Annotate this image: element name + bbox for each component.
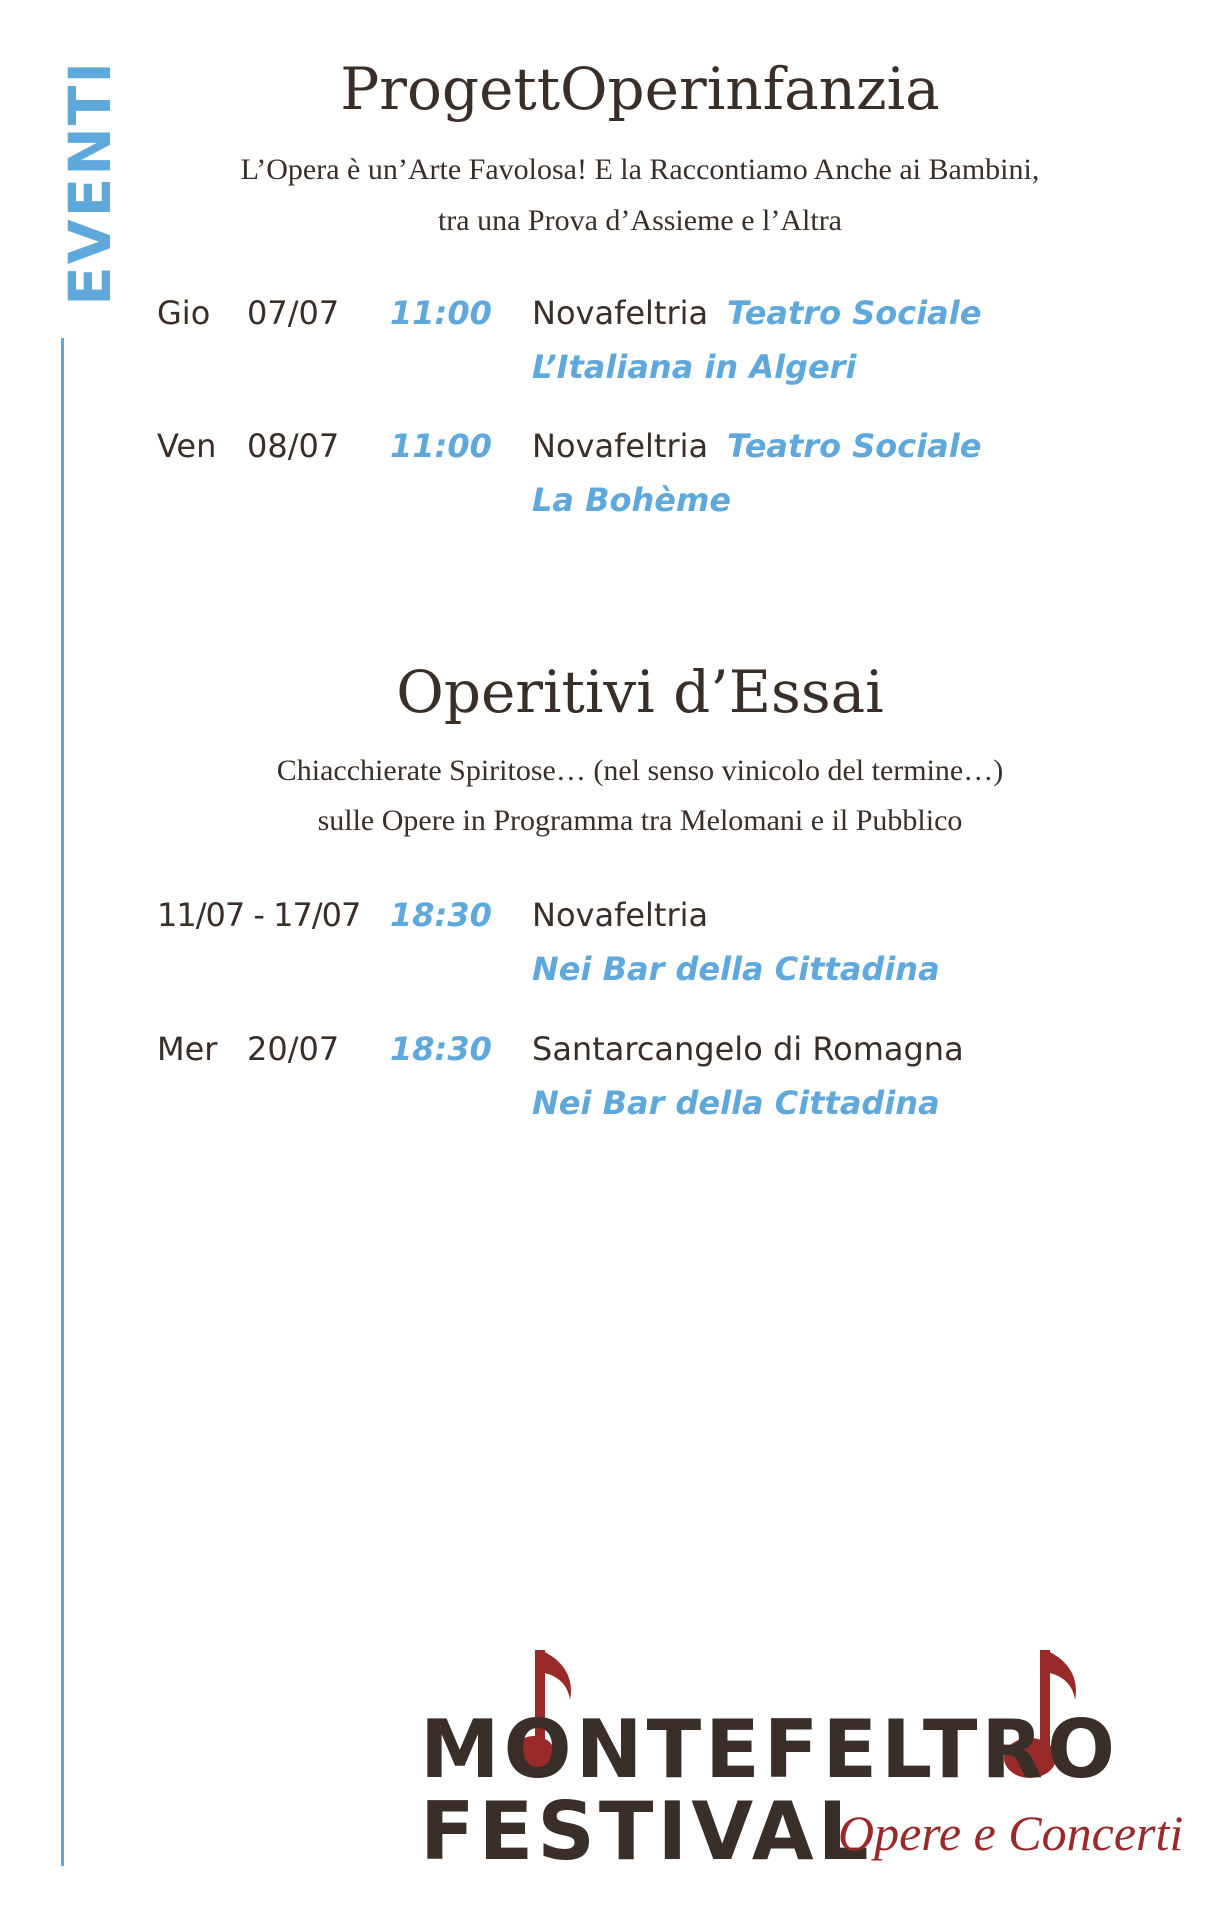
event-row (157, 1029, 1157, 1149)
event-day: Ven (157, 427, 217, 465)
event-location: Novafeltria (532, 294, 709, 332)
logo-tagline: Opere e Concerti (838, 1805, 1184, 1861)
event-time: 11:00 (390, 294, 492, 332)
event-show: Nei Bar della Cittadina (532, 950, 940, 988)
event-time: 18:30 (390, 1030, 492, 1068)
event-venue: Teatro Sociale (727, 294, 982, 332)
section-subtitle-line: tra una Prova d’Assieme e l’Altra (437, 204, 843, 237)
logo-line-2: FESTIVAL (420, 1785, 873, 1878)
event-location: Santarcangelo di Romagna (532, 1030, 964, 1068)
event-row (157, 293, 1157, 413)
side-label-text: EVENTI (56, 60, 124, 306)
event-location: Novafeltria (532, 896, 709, 934)
event-show: L’Italiana in Algeri (532, 348, 857, 386)
event-date: 20/07 (247, 1030, 340, 1068)
event-show: La Bohème (532, 481, 732, 519)
event-time: 11:00 (390, 427, 492, 465)
section-title-operitivi: Operitivi d’Essai (396, 658, 884, 726)
event-show: Nei Bar della Cittadina (532, 1084, 940, 1122)
festival-logo (410, 1640, 1190, 1880)
event-day: Mer (157, 1030, 218, 1068)
event-date-range: 11/07 - 17/07 (157, 896, 361, 934)
event-row (157, 426, 1157, 546)
logo-line-1: MONTEFELTRO (420, 1703, 1119, 1796)
event-time: 18:30 (390, 896, 492, 934)
event-location: Novafeltria (532, 427, 709, 465)
section-subtitle-line: L’Opera è un’Arte Favolosa! E la Raccontiamo Anche ai Bambini, (240, 153, 1040, 186)
side-divider (61, 338, 64, 1866)
side-label (56, 58, 124, 308)
event-day: Gio (157, 294, 211, 332)
section-subtitle-line: sulle Opere in Programma tra Melomani e il Pubblico (317, 804, 963, 837)
event-row (157, 895, 1157, 1015)
event-venue: Teatro Sociale (727, 427, 982, 465)
event-date: 07/07 (247, 294, 340, 332)
section-subtitle-line: Chiacchierate Spiritose… (nel senso vinicolo del termine…) (276, 754, 1004, 787)
event-date: 08/07 (247, 427, 340, 465)
section-title-progettoperinfanzia: ProgettOperinfanzia (340, 55, 940, 123)
